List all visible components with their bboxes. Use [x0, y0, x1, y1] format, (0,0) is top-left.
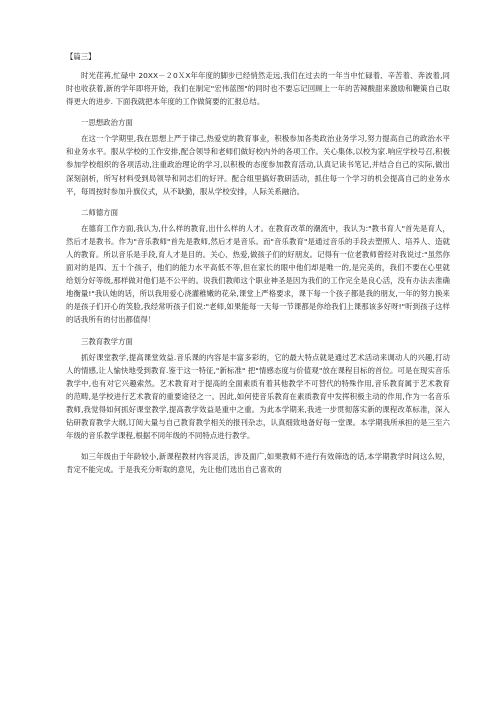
section-heading-teaching: 三教育教学方面	[81, 336, 133, 346]
intro-paragraph: 时光荏苒,忙碌中 20XX－２0ＸX年年度的脚步已经悄然走远,我们在过去的一年当中忙碌着、辛苦着、奔波着,同时也收获着,新的学年即将开始，我们在制定"宏伟蓝图"的同时也不要忘记回顾上一年的苦辣酸甜来激励和鞭策自己取得更大的进步. 下面我就把本年度的工作做简要的汇报总结。	[66, 71, 450, 107]
section-heading-politics: 一思想政治方面	[81, 118, 133, 128]
section-body-politics: 在这一个学期里,我在思想上严于律己,热爱党的教育事业，积极参加各类政治业务学习,努力提高自己的政治水平和业务水平。服从学校的工作安排,配合领导和老师们做好校内外的各项工作。关心集体,以校为家.响应学校号召,积极参加学校组织的各项活动,注重政治理论的学习,以积极的态度参加教育活动,认真记读书笔记,并结合自己的实际,做出深刻剖析，所写材料受到局领导和同志们的好评。配合组里搞好教研活动，抓住每一个学习的机会提高自己的业务水平，每周按时参加升旗仪式，从不缺勤，服从学校安排，人际关系融洽。	[66, 134, 450, 196]
closing-paragraph: 如三年级由于年龄较小,新课程教材内容灵活，涉及面广,如果教师不进行有效筛选的话,本学期教学时间这么短，肯定不能完成。于是我充分听取的意见，先让他们选出自己喜欢的	[66, 452, 450, 475]
document-title: 【篇三】	[66, 52, 96, 61]
section-body-ethics: 在德育工作方面,我认为,什么样的教育,出什么样的人才。在教育改革的潮流中，我认为:"教书育人"首先是育人，然后才是教书。作为"音乐教师"首先是教师,然后才是音乐。而"音乐教育"是通过音乐的手段去塑照人、培养人、造就人的教育。所以音乐是手段,育人才是目的。关心、热爱,做孩子们的好朋友。记得有一位老教师曾经对我说过:"虽然你面对的是四、五十个孩子，他们的能力水平高低不等,但在家长的眼中他们却是唯一的,是完美的，我们不要在心里就给划分好等级,那样做对他们是不公平的。说我们教师这个职业神圣是因为我们的工作完全是良心活，没有办法去准确地衡量!"我认她的话，所以我用爱心浇灌稚嫩的花朵,课堂上严格要求，课下每一个孩子都是我的朋友,一年的努力换来的是孩子们开心的笑脸,我经常听孩子们说:"老师,如果能每一天每一节课都是你给我们上课那该多好呀!"听到孩子这样的话我所有的付出都值得！	[66, 223, 450, 325]
section-body-teaching: 抓好课堂教学,提高课堂效益.音乐课的内容是丰富多彩的，它的最大特点就是通过艺术活动来调动人的兴趣,打动人的情感,让人愉快地受到教育.鉴于这一特征,"新标准" 把"情感态度与价值观"放在课程目标的首位。可是在现实音乐教学中,也有对它兴趣索然。艺术教育对于提高的全面素质有着其他教学不可替代的特殊作用,音乐教育属于艺术教育的范畴,是学校进行艺术教育的重要途径之一。因此,如何使音乐教育在素质教育中发挥积极主动的作用,作为一名音乐教师,我觉得如何抓好课堂教学,提高教学效益是重中之重。为此本学期来,我进一步贯彻落实新的课程改革标准，深入钻研教育教学大纲,订阅大量与自己教育教学相关的报刊杂志，认真细致地备好每一堂课。本学期我所承担的是三至六年级的音乐教学课程,根据不同年级的不同特点进行教学。	[66, 352, 450, 441]
section-heading-ethics: 二师德方面	[81, 207, 118, 217]
document-body	[66, 52, 450, 476]
